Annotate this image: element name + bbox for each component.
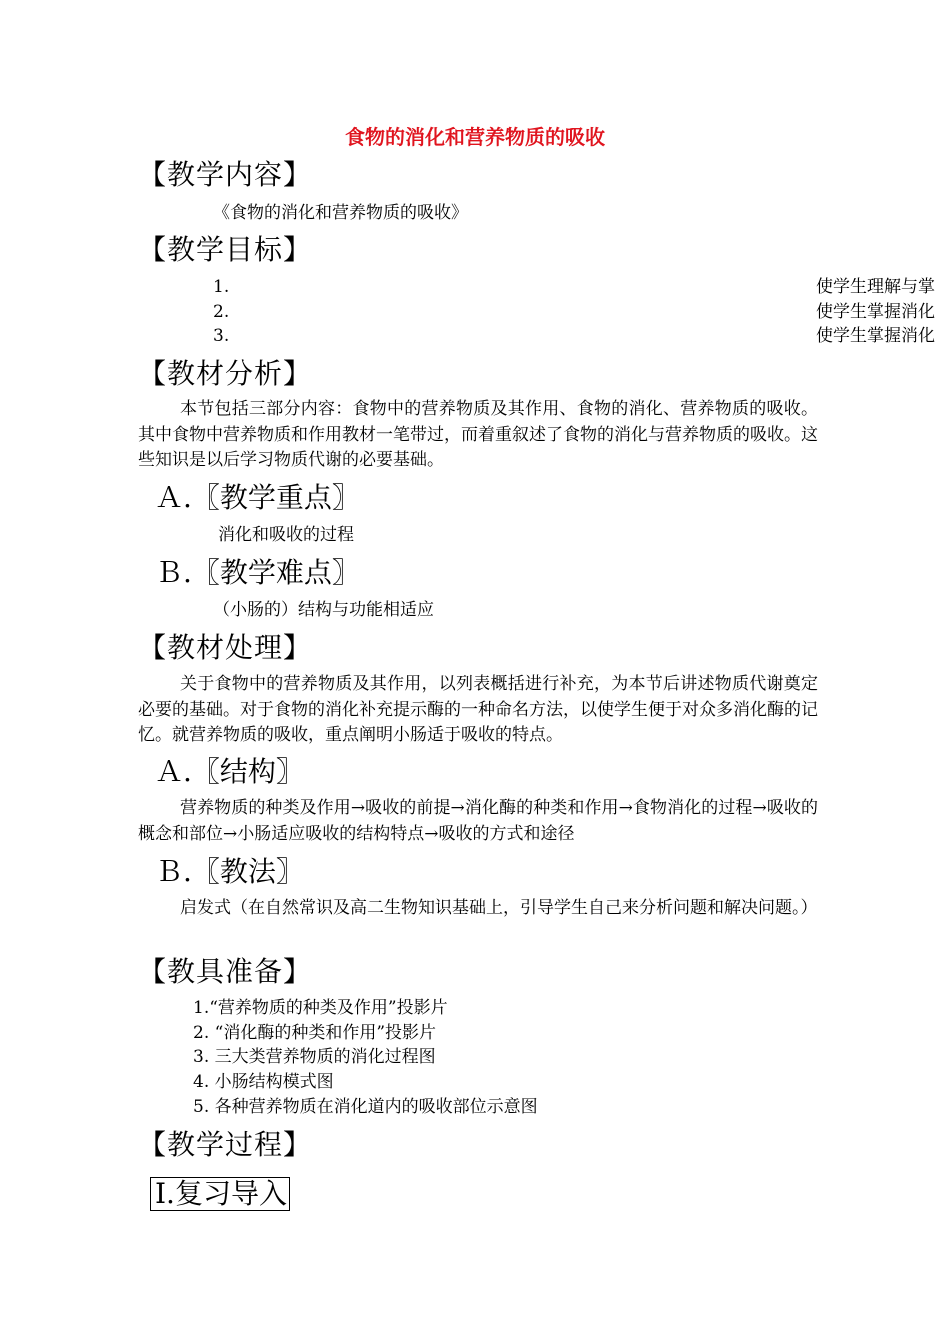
tool-item-2: 2. “消化酶的种类和作用”投影片: [193, 1023, 437, 1043]
heading-teaching-method: Ｂ.〖教法〗: [155, 855, 304, 888]
material-analysis-text: 本节包括三部分内容：食物中的营养物质及其作用、食物的消化、营养物质的吸收。其中食物中营养物质和作用教材一笔带过，而着重叙述了食物的消化与营养物质的吸收。这些知识是以后学习物质代谢的必要基础。: [138, 399, 818, 470]
heading-difficulties: Ｂ.〖教学难点〗: [155, 556, 360, 589]
tool-item-1: 1.“营养物质的种类及作用”投影片: [193, 998, 448, 1018]
goal-text-1: 使学生理解与掌: [816, 277, 935, 297]
teaching-method-text: 启发式（在自然常识及高二生物知识基础上，引导学生自己来分析问题和解决问题。）: [180, 898, 818, 918]
goal-number-3: 3.: [213, 326, 230, 346]
heading-teaching-goals: 【教学目标】: [138, 233, 313, 266]
review-intro-box: Ⅰ.复习导入: [150, 1177, 290, 1211]
heading-material-analysis: 【教材分析】: [138, 357, 313, 390]
goal-number-2: 2.: [213, 302, 230, 322]
structure-text: 营养物质的种类及作用→吸收的前提→消化酶的种类和作用→食物消化的过程→吸收的概念和部位→小肠适应吸收的结构特点→吸收的方式和途径: [138, 798, 818, 844]
tool-item-4: 4. 小肠结构模式图: [193, 1072, 334, 1092]
goal-text-3: 使学生掌握消化: [816, 326, 935, 346]
heading-teaching-process: 【教学过程】: [138, 1128, 313, 1161]
tool-item-5: 5. 各种营养物质在消化道内的吸收部位示意图: [193, 1097, 538, 1117]
key-points-text: 消化和吸收的过程: [218, 525, 354, 545]
difficulties-text: （小肠的）结构与功能相适应: [213, 600, 434, 620]
goal-number-1: 1.: [213, 277, 230, 297]
material-processing-text: 关于食物中的营养物质及其作用，以列表概括进行补充，为本节后讲述物质代谢奠定必要的基础。对于食物的消化补充提示酶的一种命名方法，以使学生便于对众多消化酶的记忆。就营养物质的吸收，重点阐明小肠适于吸收的特点。: [138, 674, 818, 745]
heading-material-processing: 【教材处理】: [138, 631, 313, 664]
tool-item-3: 3. 三大类营养物质的消化过程图: [193, 1047, 436, 1067]
teaching-content-text: 《食物的消化和营养物质的吸收》: [213, 203, 468, 223]
goal-text-2: 使学生掌握消化: [816, 302, 935, 322]
heading-structure: Ａ.〖结构〗: [155, 755, 304, 788]
heading-teaching-content: 【教学内容】: [138, 158, 313, 191]
heading-key-points: Ａ.〖教学重点〗: [155, 481, 360, 514]
heading-teaching-tools: 【教具准备】: [138, 955, 313, 988]
document-title: 食物的消化和营养物质的吸收: [345, 125, 605, 149]
